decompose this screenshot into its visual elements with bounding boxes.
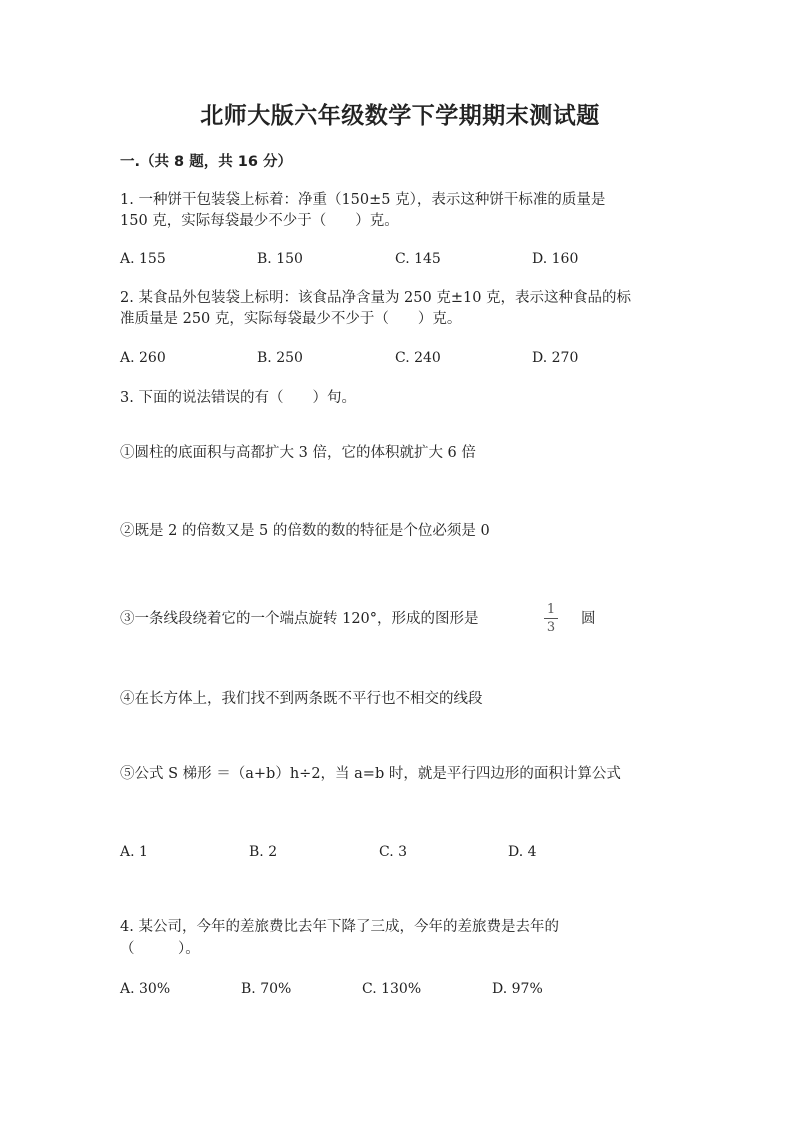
question-2-line-1: 2. 某食品外包装袋上标明：该食品净含量为 250 克±10 克，表示这种食品的标 [120, 290, 632, 306]
question-3-statement-2: ②既是 2 的倍数又是 5 的倍数的数的特征是个位必须是 0 [120, 523, 490, 539]
question-3-option-c[interactable]: C. 3 [379, 844, 408, 860]
fraction-denominator: 3 [546, 620, 556, 635]
fraction-numerator: 1 [546, 602, 556, 617]
question-3-statement-5: ⑤公式 S 梯形 ＝（a+b）h÷2，当 a=b 时，就是平行四边形的面积计算公式 [120, 766, 621, 782]
question-4-line-1: 4. 某公司，今年的差旅费比去年下降了三成，今年的差旅费是去年的 [120, 919, 559, 935]
fraction-bar [544, 618, 558, 619]
question-1-line-1: 1. 一种饼干包装袋上标着：净重（150±5 克），表示这种饼干标准的质量是 [120, 192, 606, 208]
question-2-option-d[interactable]: D. 270 [532, 350, 579, 366]
question-4-option-b[interactable]: B. 70% [241, 981, 292, 997]
question-4-option-a[interactable]: A. 30% [120, 981, 171, 997]
question-1-option-c[interactable]: C. 145 [395, 251, 441, 267]
question-2-option-b[interactable]: B. 250 [257, 350, 303, 366]
question-1-option-b[interactable]: B. 150 [257, 251, 303, 267]
question-4-option-c[interactable]: C. 130% [362, 981, 422, 997]
question-1-option-d[interactable]: D. 160 [532, 251, 579, 267]
question-3-statement-4: ④在长方体上，我们找不到两条既不平行也不相交的线段 [120, 691, 483, 707]
fraction-one-third [544, 603, 558, 634]
question-3-option-b[interactable]: B. 2 [249, 844, 278, 860]
section-heading: 一.（共 8 题，共 16 分） [120, 154, 292, 170]
question-1-option-a[interactable]: A. 155 [120, 251, 166, 267]
question-3-statement-3: ③一条线段绕着它的一个端点旋转 120°，形成的图形是 [120, 611, 479, 627]
question-4-option-d[interactable]: D. 97% [492, 981, 543, 997]
question-2-line-2: 准质量是 250 克，实际每袋最少不少于（ ）克。 [120, 311, 462, 327]
question-3-line-1: 3. 下面的说法错误的有（ ）句。 [120, 390, 356, 406]
question-4-line-2: （ ）。 [120, 941, 200, 957]
question-3-option-a[interactable]: A. 1 [120, 844, 148, 860]
question-1-line-2: 150 克，实际每袋最少不少于（ ）克。 [120, 213, 399, 229]
question-3-statement-1: ①圆柱的底面积与高都扩大 3 倍，它的体积就扩大 6 倍 [120, 445, 476, 461]
question-3-option-d[interactable]: D. 4 [508, 844, 537, 860]
question-2-option-c[interactable]: C. 240 [395, 350, 441, 366]
question-2-option-a[interactable]: A. 260 [120, 350, 166, 366]
page-title: 北师大版六年级数学下学期期末测试题 [200, 103, 600, 129]
question-3-statement-3-tail: 圆 [581, 611, 596, 627]
